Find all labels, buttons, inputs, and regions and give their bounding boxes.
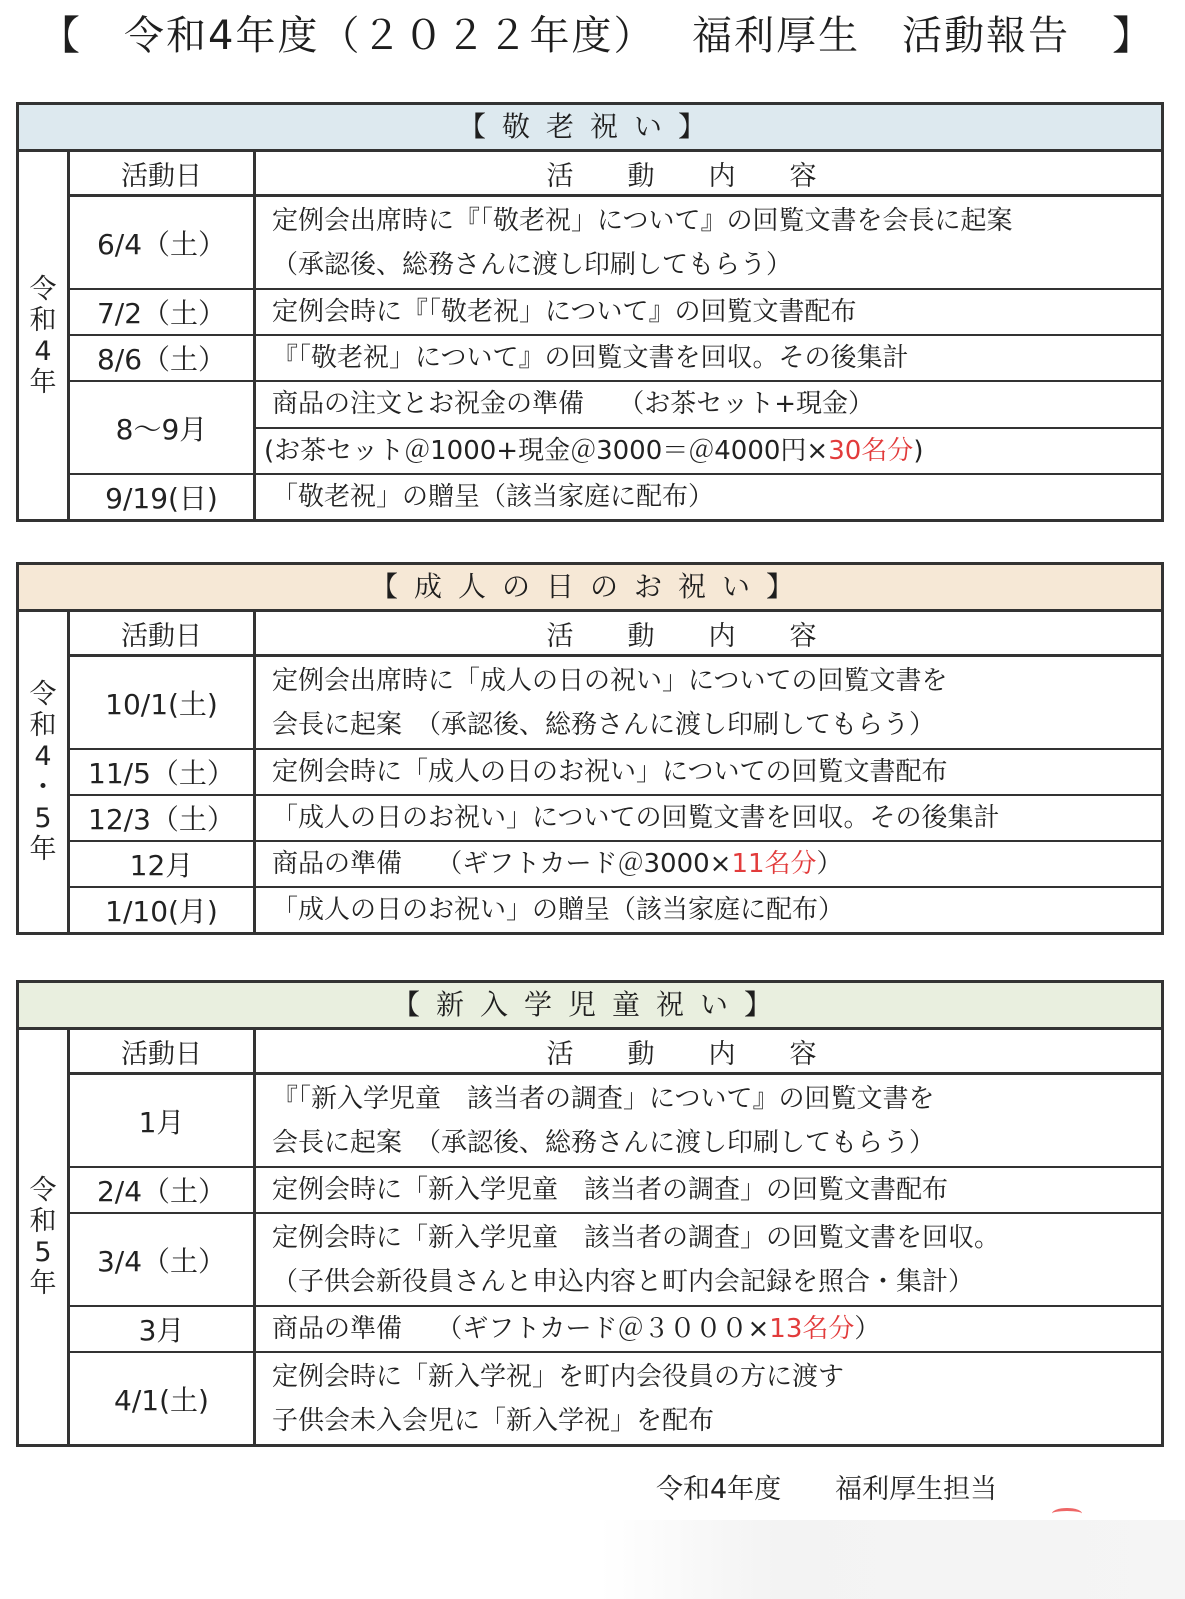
table-row bbox=[70, 796, 1161, 842]
scan-fade bbox=[600, 1520, 1185, 1599]
table-row bbox=[70, 1307, 1161, 1353]
section-heading: 【成人の日のお祝い】 bbox=[19, 565, 1161, 612]
activity-content: 定例会時に「成人の日のお祝い」についての回覧文書配布 bbox=[272, 757, 948, 787]
activity-content: 定例会時に「新入学児童 該当者の調査」の回覧文書配布 bbox=[272, 1175, 949, 1205]
activity-date: 9/19(日) bbox=[70, 475, 256, 519]
section-heading: 【新入学児童祝い】 bbox=[19, 983, 1161, 1030]
table-row bbox=[70, 657, 1161, 750]
activity-date: 12/3（土） bbox=[70, 796, 256, 840]
column-header-row bbox=[70, 1030, 1161, 1075]
document-title: 【 令和4年度（２０２２年度） 福利厚生 活動報告 】 bbox=[40, 13, 1155, 59]
activity-date: 1/10(月) bbox=[70, 888, 256, 932]
column-header-date: 活動日 bbox=[70, 1030, 256, 1072]
activity-date: 11/5（土） bbox=[70, 750, 256, 794]
activity-content: 『「新入学児童 該当者の調査」について』の回覧文書を 会長に起案 （承認後、総務さんに渡し印刷してもらう） bbox=[272, 1083, 936, 1158]
section-seijin bbox=[16, 562, 1164, 935]
activity-content: 「成人の日のお祝い」についての回覧文書を回収。その後集計 bbox=[272, 803, 1000, 833]
activity-content: 「敬老祝」の贈呈（該当家庭に配布） bbox=[272, 482, 715, 512]
table-row bbox=[70, 750, 1161, 796]
activity-date: 7/2（土） bbox=[70, 290, 256, 334]
activity-date: 2/4（土） bbox=[70, 1168, 256, 1212]
year-label: 令 和 4 年 bbox=[19, 152, 70, 519]
column-header-date: 活動日 bbox=[70, 612, 256, 654]
section-nyugaku bbox=[16, 980, 1164, 1447]
activity-content: 商品の準備 （ギフトカード＠３０００×13名分） bbox=[272, 1314, 881, 1344]
count-highlight: 13名分 bbox=[769, 1314, 855, 1344]
table-row bbox=[70, 475, 1161, 519]
table-row bbox=[70, 1075, 1161, 1168]
count-highlight: 11名分 bbox=[731, 849, 817, 879]
activity-content: 商品の準備 （ギフトカード＠3000×11名分） bbox=[272, 849, 843, 879]
activity-content: 商品の注文とお祝金の準備 （お茶セット+現金） (お茶セット＠1000+現金＠3000＝＠4000円×30名分) bbox=[256, 382, 1161, 473]
column-header-row bbox=[70, 612, 1161, 657]
table-row bbox=[70, 842, 1161, 888]
activity-content: 『「敬老祝」について』の回覧文書を回収。その後集計 bbox=[272, 343, 909, 373]
table-row bbox=[70, 382, 1161, 475]
activity-date: 10/1(土) bbox=[70, 657, 256, 748]
activity-date: 3/4（土） bbox=[70, 1214, 256, 1305]
stamp-edge bbox=[1052, 1508, 1082, 1519]
table-row bbox=[70, 336, 1161, 382]
column-header-date: 活動日 bbox=[70, 152, 256, 194]
activity-date: 8～9月 bbox=[70, 382, 256, 473]
year-label: 令 和 5 年 bbox=[19, 1030, 70, 1444]
activity-date: 8/6（土） bbox=[70, 336, 256, 380]
table-row bbox=[70, 1168, 1161, 1214]
column-header-content: 活動内容 bbox=[546, 1038, 871, 1070]
activity-content: 定例会出席時に『「敬老祝」について』の回覧文書を会長に起案 （承認後、総務さんに渡し印刷してもらう） bbox=[272, 205, 1013, 280]
activity-content-detail: (お茶セット＠1000+現金＠3000＝＠4000円×30名分) bbox=[256, 427, 1161, 473]
table-row bbox=[70, 197, 1161, 290]
activity-content: 定例会時に『「敬老祝」について』の回覧文書配布 bbox=[272, 297, 857, 327]
count-highlight: 30名分 bbox=[828, 436, 914, 466]
table-row bbox=[70, 290, 1161, 336]
column-header-content: 活動内容 bbox=[546, 620, 871, 652]
section-keirou bbox=[16, 102, 1164, 522]
activity-content: 「成人の日のお祝い」の贈呈（該当家庭に配布） bbox=[272, 895, 845, 925]
column-header-row bbox=[70, 152, 1161, 197]
activity-date: 6/4（土） bbox=[70, 197, 256, 288]
activity-date: 3月 bbox=[70, 1307, 256, 1351]
activity-date: 1月 bbox=[70, 1075, 256, 1166]
section-heading: 【敬老祝い】 bbox=[19, 105, 1161, 152]
activity-content: 定例会出席時に「成人の日の祝い」についての回覧文書を 会長に起案 （承認後、総務さんに渡し印刷してもらう） bbox=[272, 665, 948, 740]
footer-signature: 令和4年度 福利厚生担当 bbox=[656, 1474, 998, 1505]
activity-content: 定例会時に「新入学祝」を町内会役員の方に渡す 子供会未入会児に「新入学祝」を配布 bbox=[272, 1361, 845, 1436]
activity-date: 12月 bbox=[70, 842, 256, 886]
activity-content: 定例会時に「新入学児童 該当者の調査」の回覧文書を回収。 （子供会新役員さんと申込内容と町内会記録を照合・集計） bbox=[272, 1222, 1001, 1297]
year-label: 令 和 4 ・ 5 年 bbox=[19, 612, 70, 932]
table-row bbox=[70, 888, 1161, 932]
column-header-content: 活動内容 bbox=[546, 160, 871, 192]
table-row bbox=[70, 1353, 1161, 1444]
activity-date: 4/1(土) bbox=[70, 1353, 256, 1444]
table-row bbox=[70, 1214, 1161, 1307]
